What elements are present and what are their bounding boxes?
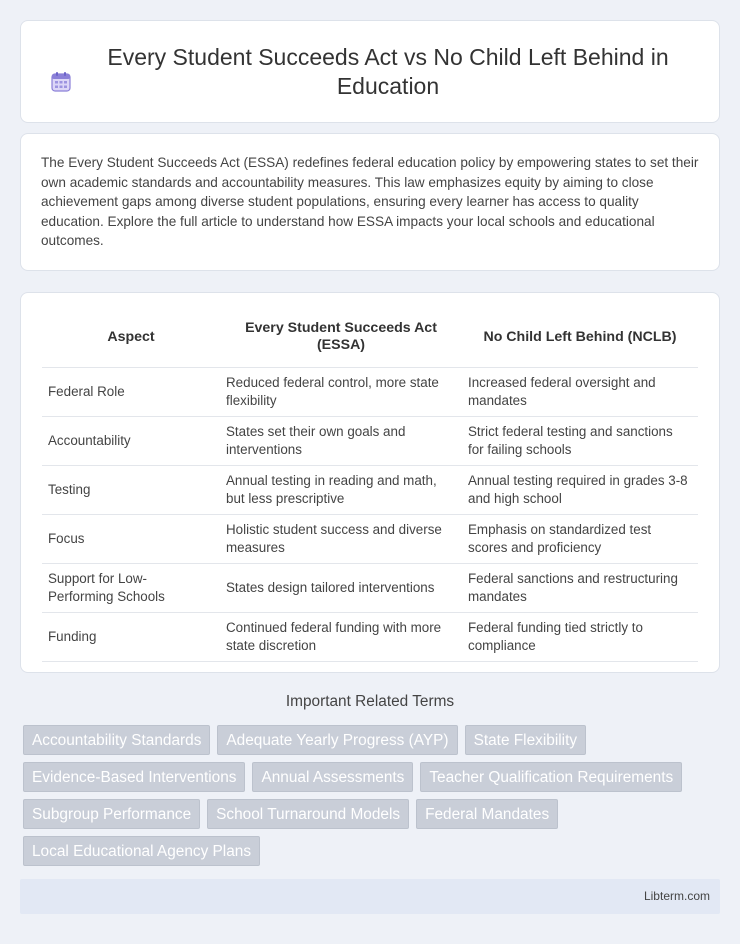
table-row bbox=[42, 368, 698, 417]
row-nclb: Annual testing required in grades 3-8 and high school bbox=[462, 466, 698, 515]
row-aspect: Focus bbox=[42, 515, 220, 564]
row-nclb: Strict federal testing and sanctions for failing schools bbox=[462, 417, 698, 466]
header-essa: Every Student Succeeds Act (ESSA) bbox=[220, 307, 462, 368]
tag-local-educational-agency-plans[interactable]: Local Educational Agency Plans bbox=[23, 836, 260, 866]
tag-evidence-based-interventions[interactable]: Evidence-Based Interventions bbox=[23, 762, 245, 792]
related-terms-list bbox=[23, 725, 723, 873]
tag-federal-mandates[interactable]: Federal Mandates bbox=[416, 799, 558, 829]
page-title: Every Student Succeeds Act vs No Child Left Behind in Education bbox=[107, 43, 669, 99]
row-essa: Continued federal funding with more state discretion bbox=[220, 613, 462, 662]
footer bbox=[20, 879, 720, 914]
table-row bbox=[42, 515, 698, 564]
tag-adequate-yearly-progress[interactable]: Adequate Yearly Progress (AYP) bbox=[217, 725, 457, 755]
row-nclb: Federal sanctions and restructuring mandates bbox=[462, 564, 698, 613]
calendar-icon bbox=[50, 71, 72, 93]
header-nclb: No Child Left Behind (NCLB) bbox=[462, 307, 698, 368]
row-aspect: Federal Role bbox=[42, 368, 220, 417]
table-row bbox=[42, 417, 698, 466]
row-aspect: Funding bbox=[42, 613, 220, 662]
row-essa: States design tailored interventions bbox=[220, 564, 462, 613]
intro-card bbox=[20, 133, 720, 271]
related-terms-title: Important Related Terms bbox=[285, 693, 455, 710]
table-row bbox=[42, 466, 698, 515]
row-nclb: Emphasis on standardized test scores and proficiency bbox=[462, 515, 698, 564]
comparison-table bbox=[42, 307, 698, 662]
tag-accountability-standards[interactable]: Accountability Standards bbox=[23, 725, 210, 755]
header-aspect: Aspect bbox=[42, 307, 220, 368]
row-essa: Annual testing in reading and math, but less prescriptive bbox=[220, 466, 462, 515]
row-essa: States set their own goals and interventions bbox=[220, 417, 462, 466]
tag-school-turnaround-models[interactable]: School Turnaround Models bbox=[207, 799, 409, 829]
tag-teacher-qualification[interactable]: Teacher Qualification Requirements bbox=[420, 762, 682, 792]
row-aspect: Testing bbox=[42, 466, 220, 515]
table-row bbox=[42, 564, 698, 613]
comparison-card bbox=[20, 292, 720, 673]
row-aspect: Accountability bbox=[42, 417, 220, 466]
row-nclb: Federal funding tied strictly to compliance bbox=[462, 613, 698, 662]
table-row bbox=[42, 613, 698, 662]
row-nclb: Increased federal oversight and mandates bbox=[462, 368, 698, 417]
tag-subgroup-performance[interactable]: Subgroup Performance bbox=[23, 799, 200, 829]
row-essa: Holistic student success and diverse measures bbox=[220, 515, 462, 564]
row-essa: Reduced federal control, more state flexibility bbox=[220, 368, 462, 417]
footer-brand[interactable]: Libterm.com bbox=[643, 889, 710, 903]
title-card bbox=[20, 20, 720, 123]
table-header-row bbox=[42, 307, 698, 368]
intro-text: The Every Student Succeeds Act (ESSA) redefines federal education policy by empowering states to set their own academic standards and accountability measures. This law emphasizes equity by aiming to close achievement gaps among diverse student populations, ensuring every learner has access to quality education. Explore the full article to understand how ESSA impacts your local schools and educational outcomes. bbox=[41, 155, 699, 249]
tag-state-flexibility[interactable]: State Flexibility bbox=[465, 725, 587, 755]
row-aspect: Support for Low-Performing Schools bbox=[42, 564, 220, 613]
tag-annual-assessments[interactable]: Annual Assessments bbox=[252, 762, 413, 792]
